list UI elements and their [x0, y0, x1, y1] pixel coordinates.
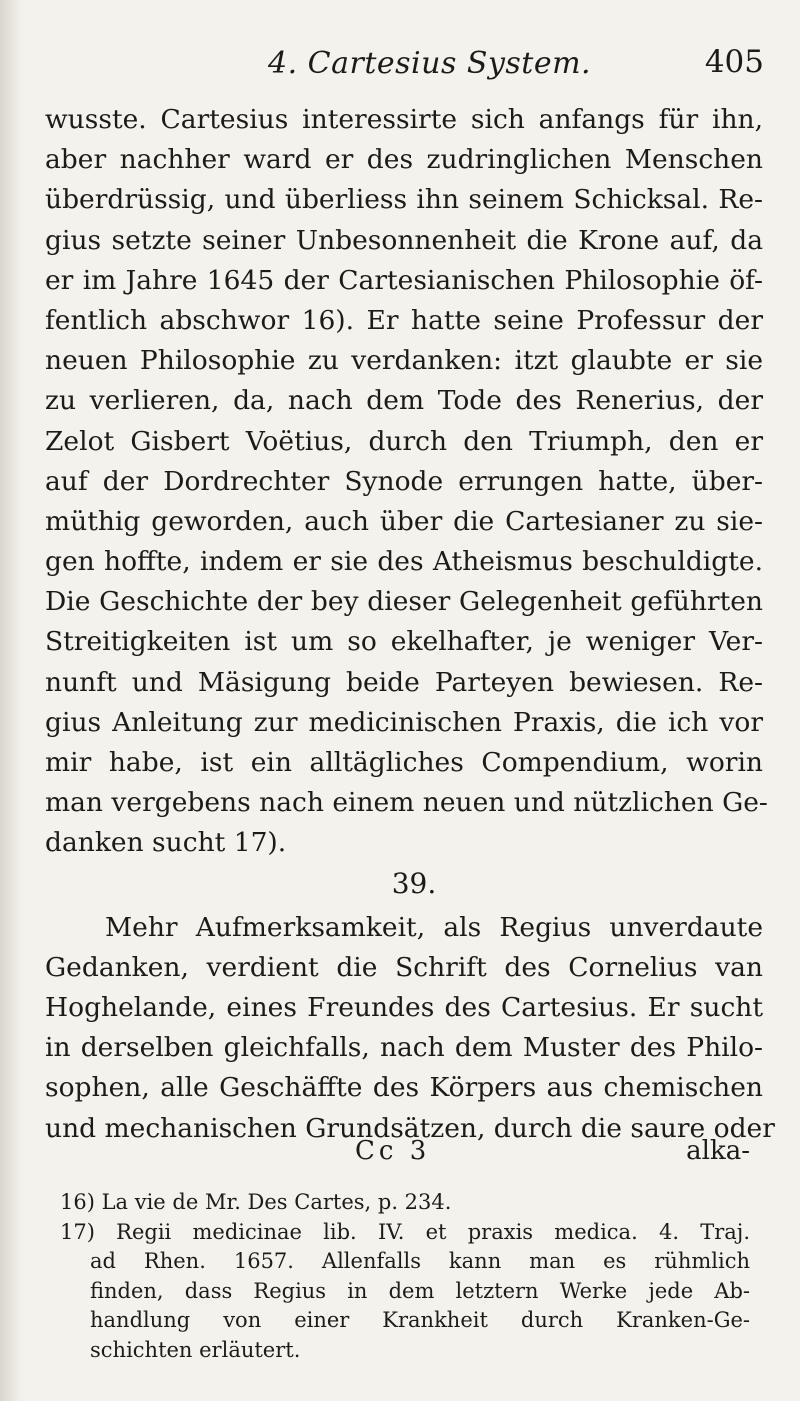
text-line: Streitigkeiten ist um so ekelhafter, je weniger Ver-: [45, 626, 763, 658]
text-line: gius Anleitung zur medicinischen Praxis, die ich vor: [45, 706, 763, 738]
footnote-line: ad Rhen. 1657. Allenfalls kann man es rühmlich: [90, 1249, 750, 1273]
text-line: danken sucht 17).: [45, 827, 287, 859]
text-line: Gedanken, verdient die Schrift des Cornelius van: [45, 951, 763, 983]
text-line: Zelot Gisbert Voëtius, durch den Triumph, den er: [45, 425, 763, 457]
text-line: man vergebens nach einem neuen und nützlichen Ge-: [45, 787, 768, 819]
text-line: fentlich abschwor 16). Er hatte seine Professur der: [45, 304, 763, 336]
footnote-17: 17) Regii medicinae lib. IV. et praxis medica. 4. Traj.: [60, 1219, 750, 1244]
footnotes: [60, 1188, 750, 1365]
text-line: auf der Dordrechter Synode errungen hatte, über-: [45, 465, 763, 497]
footnote-line: handlung von einer Krankheit durch Kranken-Ge-: [90, 1308, 750, 1332]
text-line: Hoghelande, eines Freundes des Cartesius. Er sucht: [45, 991, 763, 1023]
text-line: sophen, alle Geschäffte des Körpers aus chemischen: [45, 1072, 763, 1104]
text-line: er im Jahre 1645 der Cartesianischen Philosophie öf-: [45, 264, 763, 296]
text-line: gen hoffte, indem er sie des Atheismus beschuldigte.: [45, 546, 763, 578]
text-line: überdrüssig, und überliess ihn seinem Schicksal. Re-: [45, 184, 763, 216]
text-line: und mechanischen Grundsätzen, durch die saure oder: [45, 1112, 775, 1144]
footnote-16: 16) La vie de Mr. Des Cartes, p. 234.: [60, 1190, 452, 1214]
text-line: neuen Philosophie zu verdanken: itzt glaubte er sie: [45, 345, 763, 377]
text-line: nunft und Mäsigung beide Parteyen bewiesen. Re-: [45, 666, 763, 698]
text-line: Die Geschichte der bey dieser Gelegenheit geführten: [45, 586, 763, 618]
page-gutter-shadow: [0, 0, 22, 1401]
text-line: zu verlieren, da, nach dem Tode des Renerius, der: [45, 385, 763, 417]
section-number: 39.: [391, 866, 437, 900]
catchline: [0, 1136, 800, 1176]
text-line: gius setzte seiner Unbesonnenheit die Krone auf, da: [45, 224, 763, 256]
body-text: [45, 100, 775, 1149]
text-line: mir habe, ist ein alltägliches Compendium, worin: [45, 747, 763, 778]
catchword: alka-: [686, 1136, 750, 1166]
running-head: [0, 40, 800, 90]
text-line: müthig geworden, auch über die Cartesianer zu sie-: [45, 505, 763, 537]
footnote-line: finden, dass Regius in dem letztern Werke jede Ab-: [90, 1278, 750, 1303]
text-line: wusste. Cartesius interessirte sich anfangs für ihn,: [45, 104, 763, 135]
signature-mark: Cc 3: [355, 1136, 431, 1166]
page-number: 405: [704, 44, 764, 80]
footnote-line: schichten erläutert.: [90, 1337, 301, 1362]
running-title: 4. Cartesius System.: [268, 46, 592, 81]
text-line: in derselben gleichfalls, nach dem Muster des Philo-: [45, 1032, 763, 1064]
text-line: aber nachher ward er des zudringlichen Menschen: [45, 144, 763, 176]
text-line: Mehr Aufmerksamkeit, als Regius unverdaute: [105, 911, 763, 943]
